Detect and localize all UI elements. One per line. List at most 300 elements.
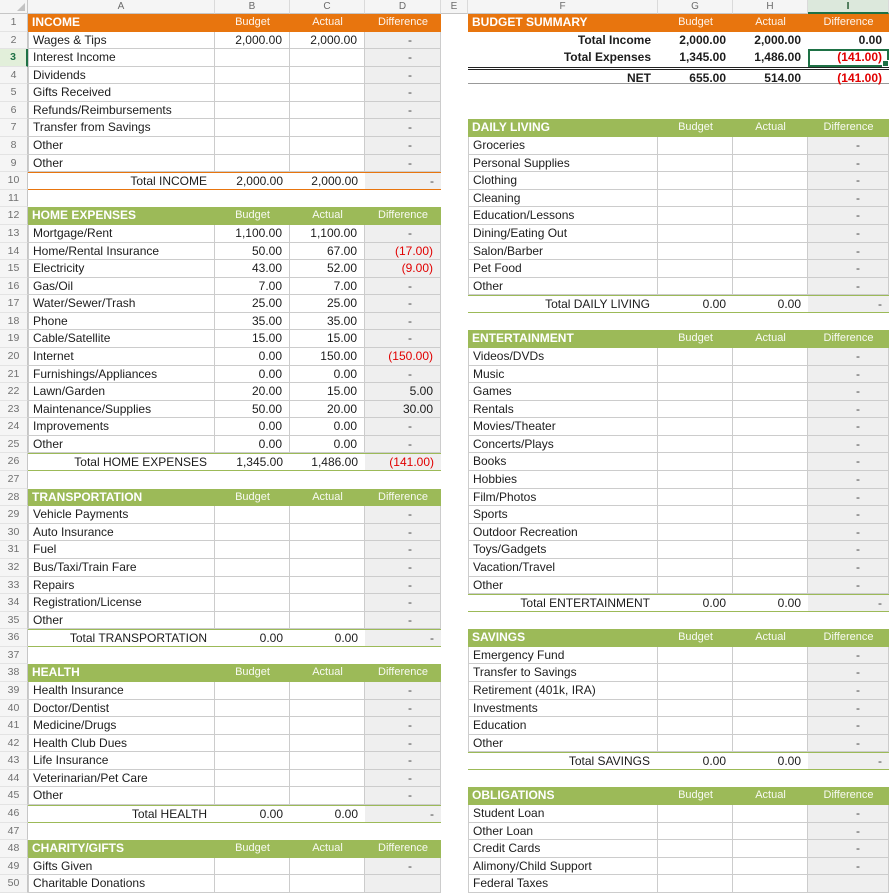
cell-C19[interactable]: 15.00 — [290, 330, 365, 348]
cell-A17[interactable]: Water/Sewer/Trash — [28, 295, 215, 313]
cell-C9[interactable] — [290, 155, 365, 173]
cell-B26[interactable]: 1,345.00 — [215, 453, 290, 471]
cell-C20[interactable]: 150.00 — [290, 348, 365, 366]
cell-H3[interactable]: 1,486.00 — [754, 50, 801, 65]
cell-G4[interactable]: 655.00 — [658, 67, 733, 85]
row-header-6[interactable]: 6 — [0, 102, 28, 120]
cell-B11[interactable] — [215, 190, 290, 208]
cell-B2[interactable]: 2,000.00 — [215, 32, 290, 50]
cell-H37[interactable] — [733, 647, 808, 665]
cell-H46[interactable] — [733, 805, 808, 823]
column-header-G[interactable]: G — [658, 0, 733, 14]
row-header-42[interactable]: 42 — [0, 735, 28, 753]
cell-C2[interactable]: 2,000.00 — [290, 32, 365, 50]
cell-I33[interactable]: - — [808, 577, 889, 595]
cell-H47[interactable] — [733, 823, 808, 841]
cell-G29[interactable] — [658, 506, 733, 524]
cell-I20[interactable]: - — [808, 348, 889, 366]
cell-E31[interactable] — [441, 541, 468, 559]
cell-G21[interactable] — [658, 366, 733, 384]
cell-I40[interactable]: - — [808, 700, 889, 718]
cell-H27[interactable] — [733, 471, 808, 489]
cell-G20[interactable] — [658, 348, 733, 366]
cell-D18[interactable]: - — [365, 313, 441, 331]
cell-A14[interactable]: Home/Rental Insurance — [28, 243, 215, 261]
cell-G8[interactable] — [658, 137, 733, 155]
cell-G46[interactable] — [658, 805, 733, 823]
cell-G48[interactable] — [658, 840, 733, 858]
cell-B48[interactable]: Budget — [215, 840, 290, 858]
cell-D27[interactable] — [365, 471, 441, 489]
cell-B25[interactable]: 0.00 — [215, 436, 290, 454]
cell-D10[interactable]: - — [365, 172, 441, 190]
cell-A1[interactable]: INCOME — [28, 14, 215, 32]
cell-E49[interactable] — [441, 858, 468, 876]
cell-H17[interactable]: 0.00 — [733, 295, 808, 313]
cell-A29[interactable]: Vehicle Payments — [28, 506, 215, 524]
cell-G36[interactable]: Budget — [658, 629, 733, 647]
cell-A18[interactable]: Phone — [28, 313, 215, 331]
cell-B18[interactable]: 35.00 — [215, 313, 290, 331]
cell-B45[interactable] — [215, 787, 290, 805]
cell-D15[interactable]: (9.00) — [365, 260, 441, 278]
cell-A9[interactable]: Other — [28, 155, 215, 173]
cell-F19[interactable]: ENTERTAINMENT — [468, 330, 658, 348]
cell-E11[interactable] — [441, 190, 468, 208]
cell-C35[interactable] — [290, 612, 365, 630]
cell-F24[interactable]: Movies/Theater — [468, 418, 658, 436]
cell-H7[interactable]: Actual — [733, 119, 808, 137]
cell-C25[interactable]: 0.00 — [290, 436, 365, 454]
cell-H18[interactable] — [733, 313, 808, 331]
cell-F40[interactable]: Investments — [468, 700, 658, 718]
cell-B43[interactable] — [215, 752, 290, 770]
cell-B1[interactable]: Budget — [215, 14, 290, 32]
cell-A15[interactable]: Electricity — [28, 260, 215, 278]
cell-G47[interactable] — [658, 823, 733, 841]
cell-F41[interactable]: Education — [468, 717, 658, 735]
cell-B3[interactable] — [215, 49, 290, 67]
cell-B31[interactable] — [215, 541, 290, 559]
cell-F11[interactable]: Cleaning — [468, 190, 658, 208]
cell-D30[interactable]: - — [365, 524, 441, 542]
row-header-44[interactable]: 44 — [0, 770, 28, 788]
cell-F27[interactable]: Hobbies — [468, 471, 658, 489]
cell-H42[interactable] — [733, 735, 808, 753]
cell-H32[interactable] — [733, 559, 808, 577]
column-header-H[interactable]: H — [733, 0, 808, 14]
cell-E50[interactable] — [441, 875, 468, 893]
select-all-button[interactable] — [0, 0, 28, 14]
cell-F34[interactable]: Total ENTERTAINMENT — [468, 594, 658, 612]
cell-I11[interactable]: - — [808, 190, 889, 208]
cell-D21[interactable]: - — [365, 366, 441, 384]
cell-C23[interactable]: 20.00 — [290, 401, 365, 419]
cell-A19[interactable]: Cable/Satellite — [28, 330, 215, 348]
cell-D6[interactable]: - — [365, 102, 441, 120]
cell-G25[interactable] — [658, 436, 733, 454]
cell-I17[interactable]: - — [808, 295, 889, 313]
cell-D9[interactable]: - — [365, 155, 441, 173]
cell-A35[interactable]: Other — [28, 612, 215, 630]
cell-I9[interactable]: - — [808, 155, 889, 173]
cell-C45[interactable] — [290, 787, 365, 805]
cell-D23[interactable]: 30.00 — [365, 401, 441, 419]
cell-D32[interactable]: - — [365, 559, 441, 577]
cell-E34[interactable] — [441, 594, 468, 612]
cell-I2[interactable]: 0.00 — [858, 32, 882, 47]
cell-C27[interactable] — [290, 471, 365, 489]
cell-H21[interactable] — [733, 366, 808, 384]
cell-E2[interactable] — [441, 32, 468, 50]
cell-C26[interactable]: 1,486.00 — [290, 453, 365, 471]
cell-C32[interactable] — [290, 559, 365, 577]
row-header-13[interactable]: 13 — [0, 225, 28, 243]
cell-F49[interactable]: Alimony/Child Support — [468, 858, 658, 876]
cell-E12[interactable] — [441, 207, 468, 225]
cell-E42[interactable] — [441, 735, 468, 753]
cell-G9[interactable] — [658, 155, 733, 173]
cell-I41[interactable]: - — [808, 717, 889, 735]
cell-I22[interactable]: - — [808, 383, 889, 401]
cell-C36[interactable]: 0.00 — [290, 629, 365, 647]
cell-B50[interactable] — [215, 875, 290, 893]
cell-D36[interactable]: - — [365, 629, 441, 647]
cell-B29[interactable] — [215, 506, 290, 524]
cell-E28[interactable] — [441, 489, 468, 507]
row-header-22[interactable]: 22 — [0, 383, 28, 401]
cell-G39[interactable] — [658, 682, 733, 700]
cell-H29[interactable] — [733, 506, 808, 524]
cell-E17[interactable] — [441, 295, 468, 313]
cell-F33[interactable]: Other — [468, 577, 658, 595]
cell-C16[interactable]: 7.00 — [290, 278, 365, 296]
cell-I30[interactable]: - — [808, 524, 889, 542]
cell-G41[interactable] — [658, 717, 733, 735]
cell-B40[interactable] — [215, 700, 290, 718]
cell-E40[interactable] — [441, 700, 468, 718]
cell-H43[interactable]: 0.00 — [733, 752, 808, 770]
cell-E45[interactable] — [441, 787, 468, 805]
cell-D28[interactable]: Difference — [365, 489, 441, 507]
cell-C5[interactable] — [290, 84, 365, 102]
row-header-46[interactable]: 46 — [0, 805, 28, 823]
cell-B21[interactable]: 0.00 — [215, 366, 290, 384]
cell-B22[interactable]: 20.00 — [215, 383, 290, 401]
row-header-49[interactable]: 49 — [0, 858, 28, 876]
cell-H13[interactable] — [733, 225, 808, 243]
cell-B44[interactable] — [215, 770, 290, 788]
cell-A16[interactable]: Gas/Oil — [28, 278, 215, 296]
cell-F31[interactable]: Toys/Gadgets — [468, 541, 658, 559]
cell-C42[interactable] — [290, 735, 365, 753]
cell-G33[interactable] — [658, 577, 733, 595]
cell-G17[interactable]: 0.00 — [658, 295, 733, 313]
cell-D49[interactable]: - — [365, 858, 441, 876]
row-header-19[interactable]: 19 — [0, 330, 28, 348]
row-header-33[interactable]: 33 — [0, 577, 28, 595]
cell-A28[interactable]: TRANSPORTATION — [28, 489, 215, 507]
cell-C40[interactable] — [290, 700, 365, 718]
cell-E10[interactable] — [441, 172, 468, 190]
cell-B20[interactable]: 0.00 — [215, 348, 290, 366]
cell-I35[interactable] — [808, 612, 889, 630]
cell-C13[interactable]: 1,100.00 — [290, 225, 365, 243]
cell-D37[interactable] — [365, 647, 441, 665]
cell-B19[interactable]: 15.00 — [215, 330, 290, 348]
cell-D19[interactable]: - — [365, 330, 441, 348]
cell-B7[interactable] — [215, 119, 290, 137]
cell-B13[interactable]: 1,100.00 — [215, 225, 290, 243]
cell-B42[interactable] — [215, 735, 290, 753]
cell-C34[interactable] — [290, 594, 365, 612]
row-header-28[interactable]: 28 — [0, 489, 28, 507]
cell-G14[interactable] — [658, 243, 733, 261]
cell-C47[interactable] — [290, 823, 365, 841]
cell-G34[interactable]: 0.00 — [658, 594, 733, 612]
cell-A38[interactable]: HEALTH — [28, 664, 215, 682]
cell-H2[interactable]: 2,000.00 — [754, 32, 801, 47]
cell-A32[interactable]: Bus/Taxi/Train Fare — [28, 559, 215, 577]
cell-A46[interactable]: Total HEALTH — [28, 805, 215, 823]
cell-H16[interactable] — [733, 278, 808, 296]
cell-A44[interactable]: Veterinarian/Pet Care — [28, 770, 215, 788]
cell-I29[interactable]: - — [808, 506, 889, 524]
cell-E1[interactable] — [441, 14, 468, 32]
cell-C17[interactable]: 25.00 — [290, 295, 365, 313]
cell-F25[interactable]: Concerts/Plays — [468, 436, 658, 454]
cell-I37[interactable]: - — [808, 647, 889, 665]
cell-D42[interactable]: - — [365, 735, 441, 753]
cell-E48[interactable] — [441, 840, 468, 858]
cell-I38[interactable]: - — [808, 664, 889, 682]
cell-D4[interactable]: - — [365, 67, 441, 85]
cell-F45[interactable]: OBLIGATIONS — [468, 787, 658, 805]
cell-H41[interactable] — [733, 717, 808, 735]
cell-C10[interactable]: 2,000.00 — [290, 172, 365, 190]
cell-E35[interactable] — [441, 612, 468, 630]
cell-I15[interactable]: - — [808, 260, 889, 278]
cell-E24[interactable] — [441, 418, 468, 436]
cell-F2[interactable]: Total Income — [577, 32, 651, 47]
cell-H31[interactable] — [733, 541, 808, 559]
cell-A4[interactable]: Dividends — [28, 67, 215, 85]
row-header-29[interactable]: 29 — [0, 506, 28, 524]
cell-E38[interactable] — [441, 664, 468, 682]
row-header-15[interactable]: 15 — [0, 260, 28, 278]
row-header-48[interactable]: 48 — [0, 840, 28, 858]
cell-E23[interactable] — [441, 401, 468, 419]
cell-D8[interactable]: - — [365, 137, 441, 155]
cell-F18[interactable] — [468, 313, 658, 331]
cell-I26[interactable]: - — [808, 453, 889, 471]
cell-F22[interactable]: Games — [468, 383, 658, 401]
cell-G44[interactable] — [658, 770, 733, 788]
cell-A2[interactable]: Wages & Tips — [28, 32, 215, 50]
cell-E44[interactable] — [441, 770, 468, 788]
cell-A37[interactable] — [28, 647, 215, 665]
cell-B14[interactable]: 50.00 — [215, 243, 290, 261]
cell-A27[interactable] — [28, 471, 215, 489]
cell-A5[interactable]: Gifts Received — [28, 84, 215, 102]
row-header-5[interactable]: 5 — [0, 84, 28, 102]
cell-G45[interactable]: Budget — [658, 787, 733, 805]
cell-F17[interactable]: Total DAILY LIVING — [468, 295, 658, 313]
cell-I5[interactable] — [808, 84, 889, 102]
cell-F42[interactable]: Other — [468, 735, 658, 753]
cell-G32[interactable] — [658, 559, 733, 577]
cell-E9[interactable] — [441, 155, 468, 173]
cell-D14[interactable]: (17.00) — [365, 243, 441, 261]
cell-F44[interactable] — [468, 770, 658, 788]
cell-G5[interactable] — [658, 84, 733, 102]
cell-I1[interactable]: Difference — [808, 14, 889, 32]
cell-A50[interactable]: Charitable Donations — [28, 875, 215, 893]
cell-C14[interactable]: 67.00 — [290, 243, 365, 261]
cell-I23[interactable]: - — [808, 401, 889, 419]
cell-D45[interactable]: - — [365, 787, 441, 805]
row-header-39[interactable]: 39 — [0, 682, 28, 700]
cell-B37[interactable] — [215, 647, 290, 665]
cell-I31[interactable]: - — [808, 541, 889, 559]
cell-F7[interactable]: DAILY LIVING — [468, 119, 658, 137]
cell-C29[interactable] — [290, 506, 365, 524]
cell-B12[interactable]: Budget — [215, 207, 290, 225]
cell-A13[interactable]: Mortgage/Rent — [28, 225, 215, 243]
cell-I43[interactable]: - — [808, 752, 889, 770]
cell-B30[interactable] — [215, 524, 290, 542]
cell-C41[interactable] — [290, 717, 365, 735]
cell-G18[interactable] — [658, 313, 733, 331]
cell-G49[interactable] — [658, 858, 733, 876]
cell-A39[interactable]: Health Insurance — [28, 682, 215, 700]
cell-E39[interactable] — [441, 682, 468, 700]
row-header-11[interactable]: 11 — [0, 190, 28, 208]
cell-F10[interactable]: Clothing — [468, 172, 658, 190]
cell-F28[interactable]: Film/Photos — [468, 489, 658, 507]
cell-B4[interactable] — [215, 67, 290, 85]
cell-A42[interactable]: Health Club Dues — [28, 735, 215, 753]
cell-A11[interactable] — [28, 190, 215, 208]
cell-E26[interactable] — [441, 453, 468, 471]
cell-B46[interactable]: 0.00 — [215, 805, 290, 823]
cell-I50[interactable] — [808, 875, 889, 893]
cell-E8[interactable] — [441, 137, 468, 155]
cell-D2[interactable]: - — [365, 32, 441, 50]
cell-F38[interactable]: Transfer to Savings — [468, 664, 658, 682]
cell-C43[interactable] — [290, 752, 365, 770]
cell-B23[interactable]: 50.00 — [215, 401, 290, 419]
cell-F37[interactable]: Emergency Fund — [468, 647, 658, 665]
cell-D16[interactable]: - — [365, 278, 441, 296]
cell-F6[interactable] — [468, 102, 658, 120]
cell-H49[interactable] — [733, 858, 808, 876]
cell-A7[interactable]: Transfer from Savings — [28, 119, 215, 137]
cell-I19[interactable]: Difference — [808, 330, 889, 348]
cell-I39[interactable]: - — [808, 682, 889, 700]
cell-B35[interactable] — [215, 612, 290, 630]
cell-F14[interactable]: Salon/Barber — [468, 243, 658, 261]
cell-B41[interactable] — [215, 717, 290, 735]
cell-D13[interactable]: - — [365, 225, 441, 243]
cell-G19[interactable]: Budget — [658, 330, 733, 348]
cell-I12[interactable]: - — [808, 207, 889, 225]
cell-B34[interactable] — [215, 594, 290, 612]
cell-A23[interactable]: Maintenance/Supplies — [28, 401, 215, 419]
cell-G12[interactable] — [658, 207, 733, 225]
cell-D35[interactable]: - — [365, 612, 441, 630]
cell-G24[interactable] — [658, 418, 733, 436]
cell-H12[interactable] — [733, 207, 808, 225]
cell-D29[interactable]: - — [365, 506, 441, 524]
cell-E20[interactable] — [441, 348, 468, 366]
cell-D46[interactable]: - — [365, 805, 441, 823]
row-header-35[interactable]: 35 — [0, 612, 28, 630]
cell-G7[interactable]: Budget — [658, 119, 733, 137]
cell-G37[interactable] — [658, 647, 733, 665]
cell-C15[interactable]: 52.00 — [290, 260, 365, 278]
cell-G50[interactable] — [658, 875, 733, 893]
cell-A6[interactable]: Refunds/Reimbursements — [28, 102, 215, 120]
cell-D39[interactable]: - — [365, 682, 441, 700]
cell-D7[interactable]: - — [365, 119, 441, 137]
cell-G40[interactable] — [658, 700, 733, 718]
cell-D1[interactable]: Difference — [365, 14, 441, 32]
cell-B39[interactable] — [215, 682, 290, 700]
cell-B49[interactable] — [215, 858, 290, 876]
cell-E16[interactable] — [441, 278, 468, 296]
cell-B9[interactable] — [215, 155, 290, 173]
cell-H30[interactable] — [733, 524, 808, 542]
cell-E13[interactable] — [441, 225, 468, 243]
cell-E36[interactable] — [441, 629, 468, 647]
cell-G27[interactable] — [658, 471, 733, 489]
cell-I45[interactable]: Difference — [808, 787, 889, 805]
cell-E22[interactable] — [441, 383, 468, 401]
cell-C11[interactable] — [290, 190, 365, 208]
cell-E4[interactable] — [441, 67, 468, 85]
cell-F50[interactable]: Federal Taxes — [468, 875, 658, 893]
cell-I36[interactable]: Difference — [808, 629, 889, 647]
cell-G10[interactable] — [658, 172, 733, 190]
cell-C28[interactable]: Actual — [290, 489, 365, 507]
cell-I13[interactable]: - — [808, 225, 889, 243]
row-header-17[interactable]: 17 — [0, 295, 28, 313]
cell-B15[interactable]: 43.00 — [215, 260, 290, 278]
row-header-8[interactable]: 8 — [0, 137, 28, 155]
row-header-7[interactable]: 7 — [0, 119, 28, 137]
cell-H33[interactable] — [733, 577, 808, 595]
cell-C33[interactable] — [290, 577, 365, 595]
cell-D26[interactable]: (141.00) — [365, 453, 441, 471]
row-header-10[interactable]: 10 — [0, 172, 28, 190]
cell-E32[interactable] — [441, 559, 468, 577]
cell-C21[interactable]: 0.00 — [290, 366, 365, 384]
row-header-26[interactable]: 26 — [0, 453, 28, 471]
cell-H24[interactable] — [733, 418, 808, 436]
cell-F43[interactable]: Total SAVINGS — [468, 752, 658, 770]
cell-F9[interactable]: Personal Supplies — [468, 155, 658, 173]
column-header-E[interactable]: E — [441, 0, 468, 14]
cell-A25[interactable]: Other — [28, 436, 215, 454]
cell-D3[interactable]: - — [365, 49, 441, 67]
cell-A45[interactable]: Other — [28, 787, 215, 805]
row-header-16[interactable]: 16 — [0, 278, 28, 296]
row-header-27[interactable]: 27 — [0, 471, 28, 489]
cell-E33[interactable] — [441, 577, 468, 595]
cell-C24[interactable]: 0.00 — [290, 418, 365, 436]
cell-G31[interactable] — [658, 541, 733, 559]
